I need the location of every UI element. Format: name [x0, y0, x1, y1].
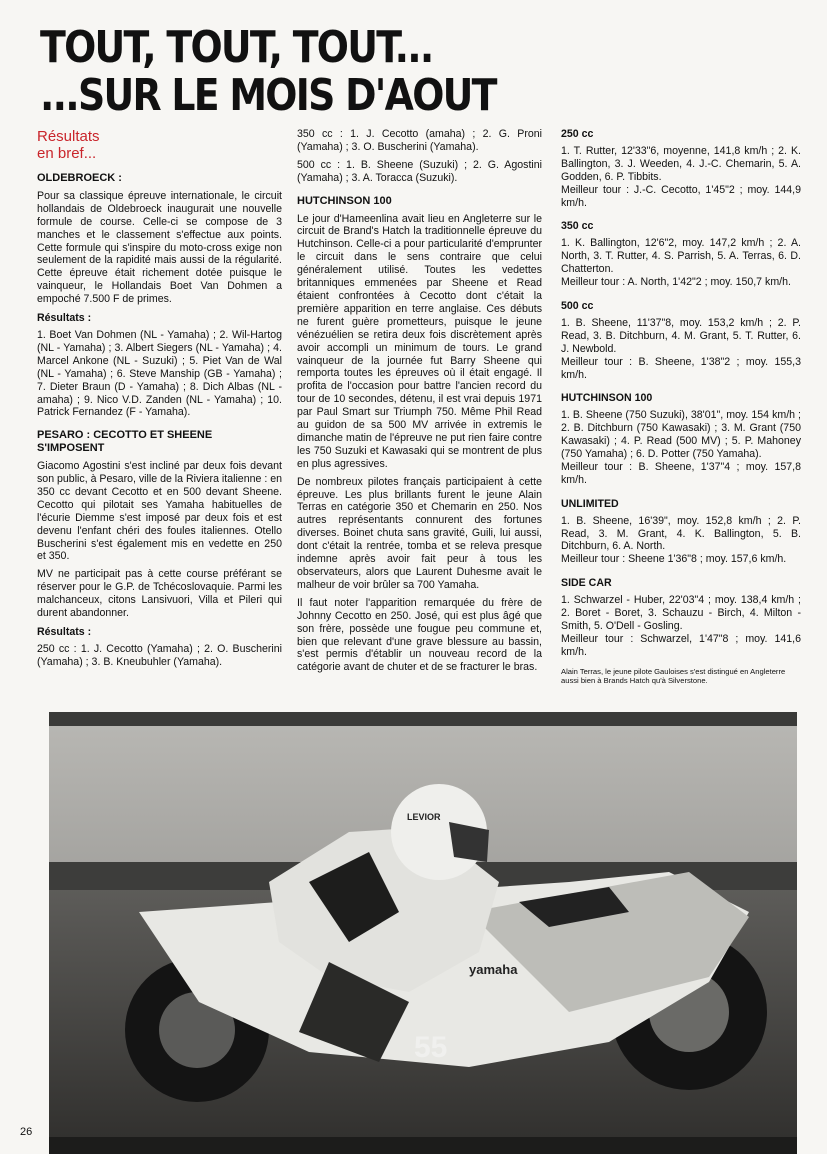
best-lap-unlimited: Meilleur tour : Sheene 1'36"8 ; moy. 157,6 km/h. — [561, 553, 787, 566]
results-sidecar: 1. Schwarzel - Huber, 22'03"4 ; moy. 138,4 km/h ; 2. Boret - Boret, 3. Schauzu - Birch, 4. Milton - Smith, 5. O'Dell - Gosling. — [561, 594, 801, 632]
best-lap-sidecar: Meilleur tour : Schwarzel, 1'47"8 ; moy. 141,6 km/h. — [561, 632, 801, 658]
column-1 — [37, 128, 282, 674]
results-350: 1. K. Ballington, 12'6"2, moy. 147,2 km/h ; 2. A. North, 3. T. Rutter, 4. S. Parrish, 5. A. Terras, 6. D. Chatterton. — [561, 237, 801, 276]
results-unlimited-heading: UNLIMITED — [561, 497, 619, 510]
best-lap-350: Meilleur tour : A. North, 1'42"2 ; moy. 150,7 km/h. — [561, 276, 791, 289]
results-unlimited: 1. B. Sheene, 16'39", moy. 152,8 km/h ; 2. P. Read, 3. M. Grant, 4. K. Ballington, 5. B. Ditchburn, 6. A. North. — [561, 514, 801, 553]
best-lap-500: Meilleur tour : B. Sheene, 1'38"2 ; moy. 155,3 km/h. — [561, 355, 801, 381]
motorcycle-racer-photo — [49, 712, 797, 1154]
headline-line-1: TOUT, TOUT, TOUT... — [40, 22, 433, 73]
oldebroeck-paragraph: Pour sa classique épreuve internationale, le circuit hollandais de Oldebroeck inaugurait une nouvelle formule de course. Celle-ci se compose de 3 manches et le classement s'effectue aux points. Cette formule qui s'inspire du moto-cross exige non seulement de la rapidité mais aussi de la régularité. Cette épreuve était richement dotée puisque le vainqueur, le Hollandais Boet Van Dohmen a empoché 7.500 F de primes. — [37, 189, 282, 306]
results-250-heading: 250 cc — [561, 128, 594, 140]
photo-caption: Alain Terras, le jeune pilote Gauloises s'est distingué en Angleterre aussi bien à Brands Hatch qu'à Silverstone. — [561, 666, 786, 685]
tank-brand-text: yamaha — [469, 962, 518, 977]
oldebroeck-heading: OLDEBROECK : — [37, 172, 122, 184]
intro-line-2: en bref... — [37, 145, 97, 162]
results-500-heading: 500 cc — [561, 299, 594, 312]
results-hutchinson-heading: HUTCHINSON 100 — [561, 392, 653, 405]
column-2 — [297, 128, 542, 679]
results-500: 1. B. Sheene, 11'37"8, moy. 153,2 km/h ; 2. P. Read, 3. B. Ditchburn, 4. M. Grant, 5. T. Rutter, 6. J. Newbold. — [561, 316, 801, 355]
hutchinson-heading: HUTCHINSON 100 — [297, 194, 392, 207]
best-lap-hutchinson: Meilleur tour : B. Sheene, 1'37"4 ; moy. 157,8 km/h. — [561, 460, 801, 486]
race-photo — [49, 712, 797, 1154]
pesaro-250-results: 250 cc : 1. J. Cecotto (Yamaha) ; 2. O. Buscherini (Yamaha) ; 3. B. Kneubuhler (Yamaha). — [37, 642, 282, 668]
results-label-2: Résultats : — [37, 626, 92, 638]
best-lap-250: Meilleur tour : J.-C. Cecotto, 1'45"2 ; moy. 144,9 km/h. — [561, 183, 801, 209]
hutchinson-paragraph-1: Le jour d'Hameenlina avait lieu en Angleterre sur le circuit de Brand's Hatch la traditionnelle épreuve du Hutchinson. Celle-ci a pour particularité d'emprunter le circuit dans le sens contraire que celui généralement utilisé. Toutes les vedettes britanniques emmenées par Sheene et Read étaient confrontées à Cecotto dont c'était la première apparition en terre anglaise. Ces débuts ne furent guère prometteurs, puisque le jeune vénézuélien se retira deux fois discrètement après avoir accompli un minimum de tours. Le grand vainqueur de la journée fut Barry Sheene qui remporta toutes les épreuves où il était engagé. Il profita de l'occasion pour battre l'ancien record du tour de 10 secondes, détenu, il est vrai depuis 1971 par Paul Smart sur Triumph 750. Même Phil Read au guidon de sa 500 MV arrivée in extremis le dimanche matin de l'épreuve ne put rien faire contre les 750 Suzuki et Kawasaki qui se montrent de plus en plus agressives. — [297, 212, 542, 470]
hutchinson-paragraph-2: De nombreux pilotes français participaient à cette épreuve. Les plus brillants furent le jeune Alain Terras en catégorie 350 et Chemarin en 250. Nos autres représentants connurent des fortunes diverses. Boinet chuta sans gravité, Guili, lui aussi, dont c'était la rentrée, tomba et se releva presque indemne après avoir fait peur à tous les observateurs, alors que Laurent Duhesme avait le malheur de voir brûler sa 700 Yamaha. — [297, 475, 542, 591]
pesaro-heading: PESARO : CECOTTO ET SHEENE S'IMPOSENT — [37, 429, 213, 455]
pesaro-paragraph-2: MV ne participait pas à cette course préférant se réserver pour le G.P. de Tchécoslovaquie. Parmi les malchanceux, citons Lansivuori, Villa et Pileri qui durent abandonner. — [37, 568, 282, 620]
results-hutchinson: 1. B. Sheene (750 Suzuki), 38'01", moy. 154 km/h ; 2. B. Ditchburn (750 Kawasaki) ; 3. M. Grant (750 Kawasaki) ; 4. P. Read (500 MV) ; 5. P. Mahoney (750 Yamaha) ; 6. D. Potter (750 Yamaha). — [561, 409, 801, 461]
page-number: 26 — [20, 1126, 33, 1138]
headline — [40, 22, 496, 121]
oldebroeck-results: 1. Boet Van Dohmen (NL - Yamaha) ; 2. Wil-Hartog (NL - Yamaha) ; 3. Albert Siegers (NL - Yamaha) ; 4. Marcel Ankone (NL - Suzuki) ; 5. Piet Van de Wal (NL - Yamaha) ; 6. Steve Manship (GB - Yamaha) ; 7. Dieter Braun (D - Yamaha) ; 8. Dich Albas (NL - amaha) ; 9. Nico V.D. Zanden (NL - Yamaha) ; 10. Patrick Fernandez (F - Yamaha). — [37, 328, 282, 419]
headline-line-2: ...SUR LE MOIS D'AOUT — [40, 70, 496, 121]
section-intro — [37, 128, 282, 162]
pesaro-500-results: 500 cc : 1. B. Sheene (Suzuki) ; 2. G. Agostini (Yamaha) ; 3. A. Toracca (Suzuki). — [297, 158, 542, 184]
pesaro-paragraph: Giacomo Agostini s'est incliné par deux fois devant son public, à Pesaro, ville de la Riviera italienne : en 350 cc devant Cecotto et en 500 devant Sheene. Cecotto qui pilotait ses Yamaha habituelles de l'écurie Diemme s'est imposé par deux fois et est devenu l'enfant chéri des foules italiennes. Otello Buscherini s'est également mis en vedette en 250 et 350. — [37, 460, 282, 563]
helmet-text: LEVIOR — [407, 812, 441, 822]
column-3 — [561, 128, 801, 685]
results-250: 1. T. Rutter, 12'33"6, moyenne, 141,8 km/h ; 2. K. Ballington, 3. J. Weeden, 4. J.-C. Chemarin, 5. A. Godden, 6. P. Tibbits. — [561, 144, 801, 183]
results-sidecar-heading: SIDE CAR — [561, 577, 612, 590]
results-350-heading: 350 cc — [561, 220, 594, 233]
race-number: 55 — [414, 1031, 448, 1064]
intro-line-1: Résultats — [37, 128, 100, 145]
hutchinson-paragraph-3: Il faut noter l'apparition remarquée du frère de Johnny Cecotto en 250. José, qui est plus âgé que son frère, possède une fougue peu commune et, bien que relevant d'une grave blessure au bassin, s'est permis d'établir un nouveau record de la catégorie avant de chuter et de se fracturer le bras. — [297, 596, 542, 674]
pesaro-350-results: 350 cc : 1. J. Cecotto (amaha) ; 2. G. Proni (Yamaha) ; 3. O. Buscherini (Yamaha). — [297, 128, 542, 153]
results-label: Résultats : — [37, 312, 92, 325]
